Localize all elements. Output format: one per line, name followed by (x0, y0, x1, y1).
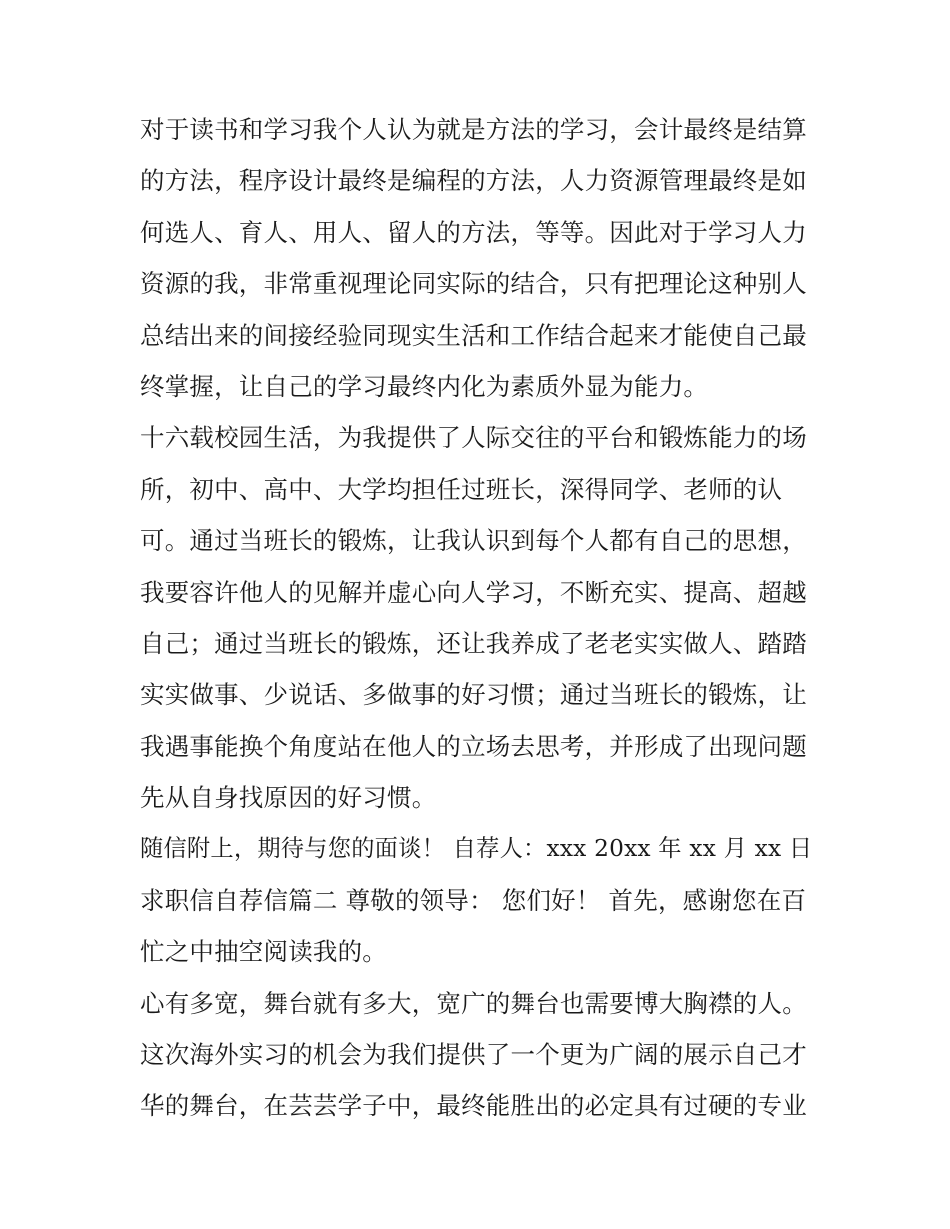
text-line: 实实做事、少说话、多做事的好习惯；通过当班长的锻炼，让 (140, 680, 807, 710)
paragraph-closing-and-letter-two (140, 823, 816, 977)
paragraph-campus-life (140, 412, 816, 823)
text-line: 求职信自荐信篇二 尊敬的领导： 您们好！ 首先，感谢您在百 (140, 885, 807, 915)
document-page (140, 104, 816, 1132)
text-line: 所，初中、高中、大学均担任过班长，深得同学、老师的认 (140, 474, 783, 504)
text-line: 随信附上，期待与您的面谈！ 自荐人：xxx 20xx 年 xx 月 xx 日 (140, 835, 813, 863)
text-line: 十六载校园生活，为我提供了人际交往的平台和锻炼能力的场 (140, 423, 807, 453)
text-line: 终掌握，让自己的学习最终内化为素质外显为能力。 (140, 371, 709, 401)
text-line: 我遇事能换个角度站在他人的立场去思考，并形成了出现问题 (140, 731, 807, 761)
text-line: 忙之中抽空阅读我的。 (140, 937, 387, 967)
text-line: 对于读书和学习我个人认为就是方法的学习，会计最终是结算 (140, 115, 807, 144)
text-line: 心有多宽，舞台就有多大，宽广的舞台也需要博大胸襟的人。 (140, 988, 807, 1018)
text-line: 可。通过当班长的锻炼，让我认识到每个人都有自己的思想， (140, 526, 807, 556)
text-line: 资源的我，非常重视理论同实际的结合，只有把理论这种别人 (140, 269, 807, 299)
text-line: 华的舞台，在芸芸学子中，最终能胜出的必定具有过硬的专业 (140, 1091, 807, 1121)
paragraph-study-method (140, 104, 816, 412)
text-line: 总结出来的间接经验同现实生活和工作结合起来才能使自己最 (140, 320, 807, 350)
text-line: 我要容许他人的见解并虚心向人学习，不断充实、提高、超越 (140, 577, 807, 607)
paragraph-stage (140, 978, 816, 1132)
text-line: 这次海外实习的机会为我们提供了一个更为广阔的展示自己才 (140, 1040, 807, 1070)
text-line: 何选人、育人、用人、留人的方法，等等。因此对于学习人力 (140, 217, 807, 247)
text-line: 的方法，程序设计最终是编程的方法，人力资源管理最终是如 (140, 166, 807, 196)
text-line: 先从自身找原因的好习惯。 (140, 783, 437, 813)
text-line: 自己；通过当班长的锻炼，还让我养成了老老实实做人、踏踏 (140, 628, 807, 658)
